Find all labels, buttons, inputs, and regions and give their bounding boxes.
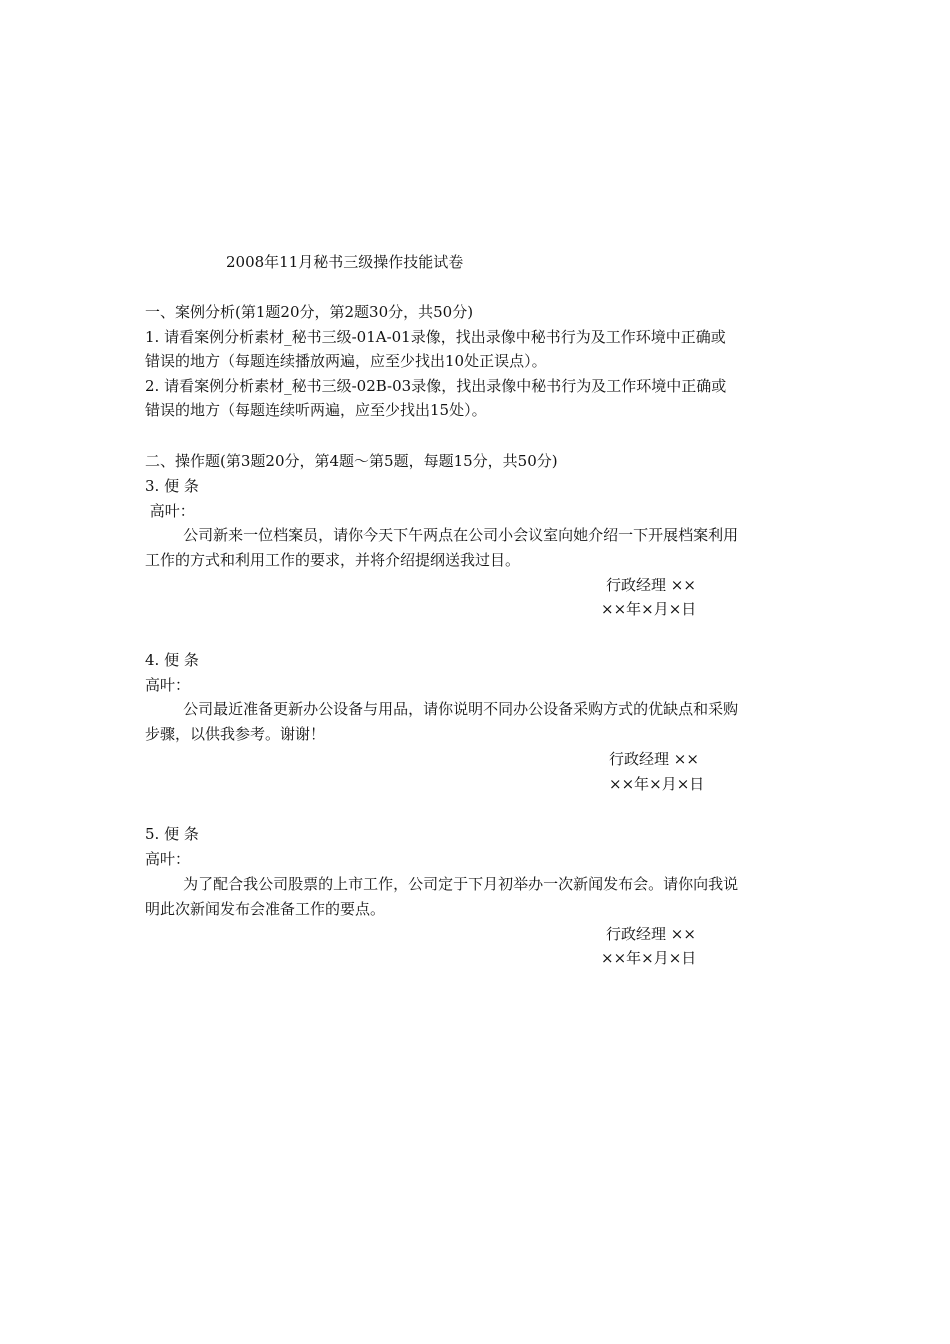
- question2-line1: 2. 请看案例分析素材_秘书三级-02B-03录像，找出录像中秘书行为及工作环境中正确或: [145, 377, 727, 395]
- document-title: 2008年11月秘书三级操作技能试卷: [226, 253, 464, 271]
- question1-line1: 1. 请看案例分析素材_秘书三级-01A-01录像，找出录像中秘书行为及工作环境中正确或: [145, 328, 726, 346]
- memo3-title: 3. 便 条: [145, 477, 199, 495]
- memo4-date: ××年×月×日: [609, 775, 705, 793]
- memo3-signer: 行政经理 ××: [606, 576, 696, 594]
- memo4-title: 4. 便 条: [145, 651, 199, 669]
- memo3-addressee: 高叶：: [145, 502, 195, 520]
- memo5-body-line1: 为了配合我公司股票的上市工作，公司定于下月初举办一次新闻发布会。请你向我说: [145, 875, 739, 893]
- section2-heading: 二、操作题(第3题20分，第4题～第5题，每题15分，共50分): [145, 452, 558, 470]
- memo4-body-line1: 公司最近准备更新办公设备与用品，请你说明不同办公设备采购方式的优缺点和采购: [145, 700, 739, 718]
- memo3-body-line1: 公司新来一位档案员，请你今天下午两点在公司小会议室向她介绍一下开展档案利用: [145, 526, 739, 544]
- question2-line2: 错误的地方（每题连续听两遍，应至少找出15处）。: [145, 401, 487, 419]
- memo5-body-line2: 明此次新闻发布会准备工作的要点。: [145, 900, 386, 918]
- memo4-signer: 行政经理 ××: [609, 750, 699, 768]
- memo5-addressee: 高叶：: [145, 850, 191, 868]
- memo3-date: ××年×月×日: [601, 600, 697, 618]
- memo5-title: 5. 便 条: [145, 825, 199, 843]
- memo3-body-line2: 工作的方式和利用工作的要求，并将介绍提纲送我过目。: [145, 551, 521, 569]
- memo5-signer: 行政经理 ××: [606, 925, 696, 943]
- section1-heading: 一、案例分析(第1题20分，第2题30分，共50分): [145, 303, 474, 321]
- memo5-date: ××年×月×日: [601, 949, 697, 967]
- memo4-addressee: 高叶：: [145, 676, 191, 694]
- question1-line2: 错误的地方（每题连续播放两遍，应至少找出10处正误点）。: [145, 352, 547, 370]
- memo4-body-line2: 步骤，以供我参考。谢谢！: [145, 725, 326, 743]
